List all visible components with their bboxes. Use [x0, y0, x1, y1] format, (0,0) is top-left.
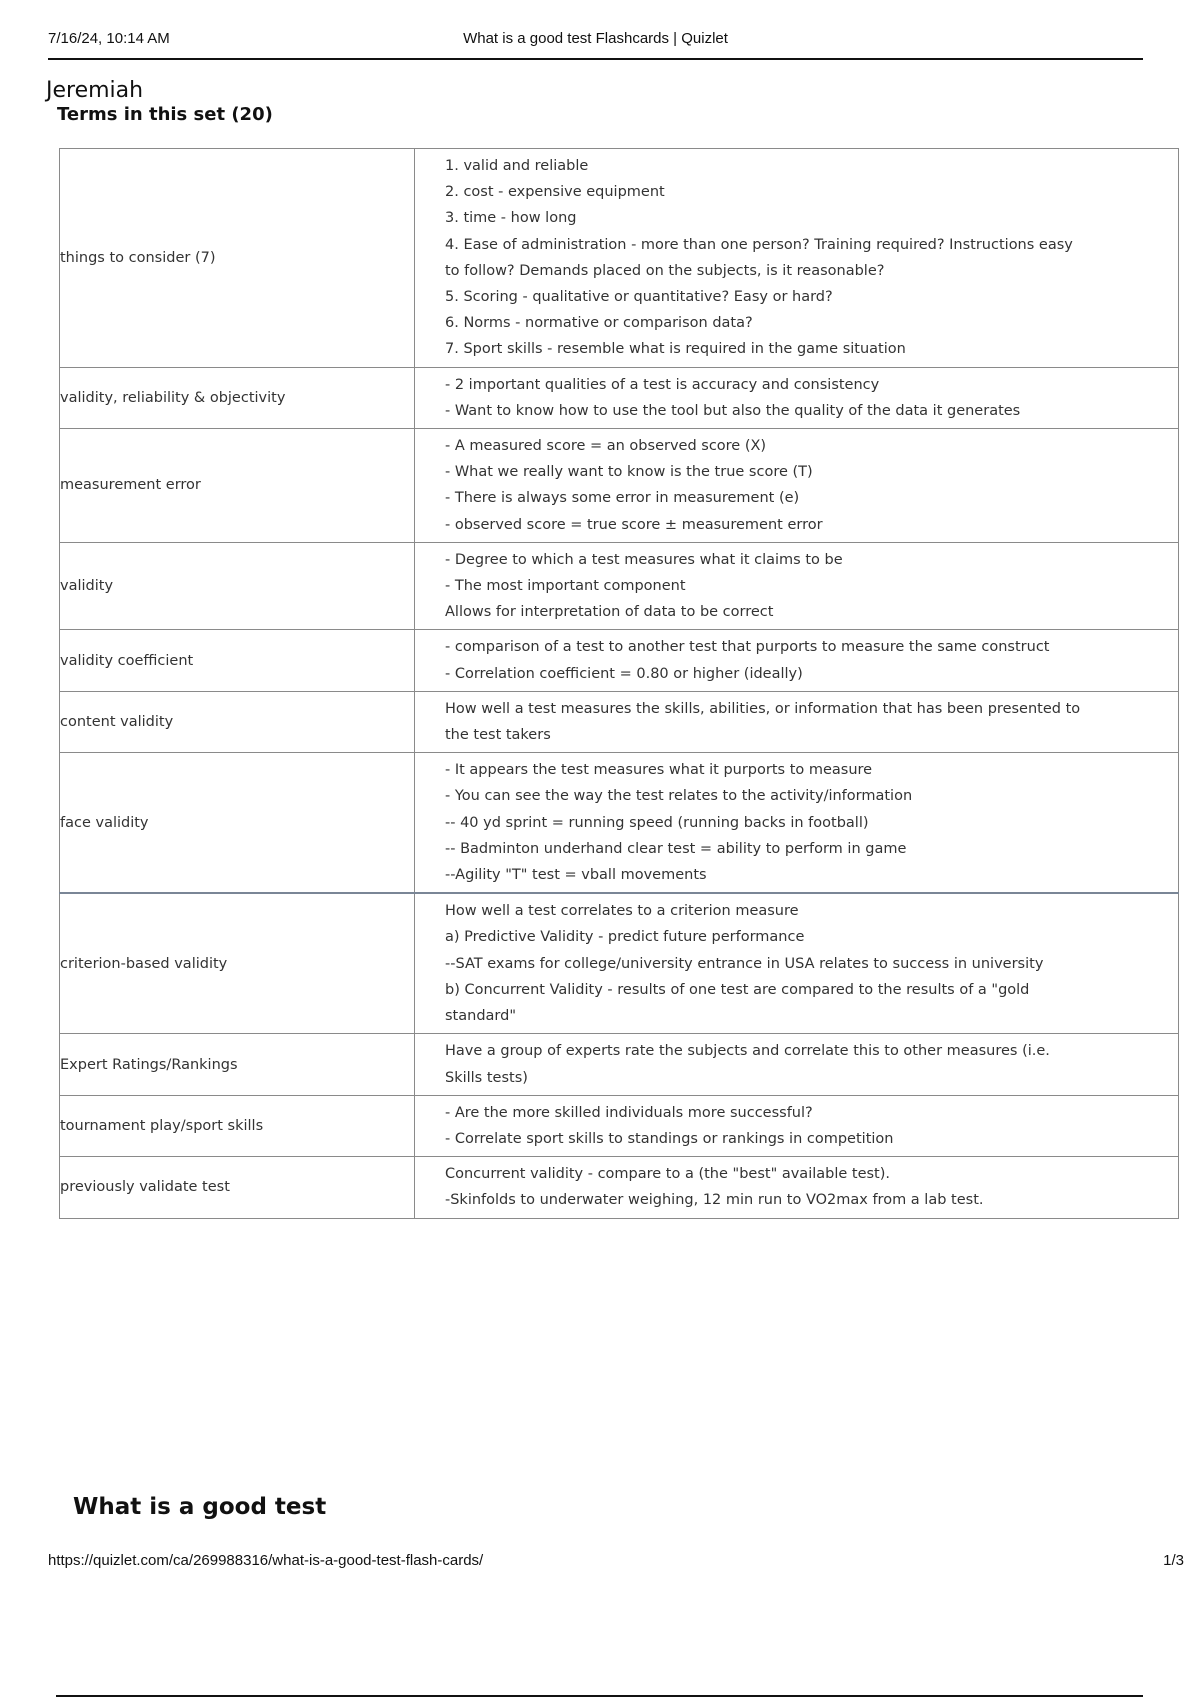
term-row — [60, 542, 1179, 630]
definition-line: - You can see the way the test relates to the activity/information — [445, 788, 913, 805]
term-cell: validity, reliability & objectivity — [60, 367, 415, 428]
term-cell: criterion-based validity — [60, 893, 415, 1034]
term-row — [60, 429, 1179, 543]
definition-line: the test takers — [445, 727, 551, 744]
definition-line: - 2 important qualities of a test is accuracy and consistency — [445, 376, 880, 393]
definition-line: Skills tests) — [445, 1069, 528, 1086]
definition-line: to follow? Demands placed on the subjects, is it reasonable? — [445, 262, 885, 279]
definition-line: - What we really want to know is the true score (T) — [445, 464, 813, 481]
page-url: https://quizlet.com/ca/269988316/what-is-a-good-test-flash-cards/ — [48, 1552, 484, 1569]
definition-line: - The most important component — [445, 578, 686, 595]
definition-line: -Skinfolds to underwater weighing, 12 min run to VO2max from a lab test. — [445, 1192, 984, 1209]
term-cell: tournament play/sport skills — [60, 1095, 415, 1156]
definition-cell — [415, 753, 1179, 894]
definition-line: - A measured score = an observed score (X) — [445, 438, 767, 455]
set-heading: Terms in this set (20) — [57, 104, 273, 125]
term-row — [60, 1095, 1179, 1156]
term-row — [60, 1034, 1179, 1095]
term-cell: face validity — [60, 753, 415, 894]
term-cell: content validity — [60, 691, 415, 752]
definition-cell — [415, 429, 1179, 543]
term-cell: measurement error — [60, 429, 415, 543]
definition-line: Allows for interpretation of data to be correct — [445, 604, 774, 621]
definition-line: - Are the more skilled individuals more successful? — [445, 1104, 813, 1121]
definition-cell — [415, 630, 1179, 691]
definition-line: standard" — [445, 1008, 516, 1025]
definition-line: -- 40 yd sprint = running speed (running backs in football) — [445, 814, 869, 831]
term-row — [60, 753, 1179, 894]
page-divider — [56, 1695, 1143, 1697]
definition-line: 1. valid and reliable — [445, 158, 589, 174]
definition-line: 6. Norms - normative or comparison data? — [445, 315, 753, 332]
definition-line: - It appears the test measures what it purports to measure — [445, 762, 873, 779]
author-name[interactable]: Jeremiah — [46, 78, 144, 103]
term-row — [60, 367, 1179, 428]
print-header — [48, 28, 1143, 60]
definition-cell — [415, 542, 1179, 630]
definition-cell — [415, 893, 1179, 1034]
definition-line: 3. time - how long — [445, 210, 577, 227]
definition-line: 7. Sport skills - resemble what is required in the game situation — [445, 341, 906, 358]
definition-line: 5. Scoring - qualitative or quantitative? Easy or hard? — [445, 289, 833, 306]
term-cell: previously validate test — [60, 1157, 415, 1218]
definition-cell — [415, 1034, 1179, 1095]
definition-line: - comparison of a test to another test that purports to measure the same construct — [445, 639, 1050, 656]
set-title: What is a good test — [73, 1494, 327, 1520]
print-date: 7/16/24, 10:14 AM — [48, 30, 170, 47]
definition-cell — [415, 149, 1179, 368]
definition-line: - Want to know how to use the tool but also the quality of the data it generates — [445, 402, 1021, 419]
definition-line: a) Predictive Validity - predict future performance — [445, 929, 805, 946]
term-cell: Expert Ratings/Rankings — [60, 1034, 415, 1095]
page-number: 1/3 — [1163, 1552, 1184, 1569]
definition-cell — [415, 1095, 1179, 1156]
definition-cell — [415, 691, 1179, 752]
definition-line: -- Badminton underhand clear test = ability to perform in game — [445, 840, 907, 857]
definition-line: 4. Ease of administration - more than one person? Training required? Instructions easy — [445, 236, 1073, 253]
definition-line: 2. cost - expensive equipment — [445, 184, 665, 201]
definition-cell — [415, 367, 1179, 428]
term-row — [60, 630, 1179, 691]
definition-line: b) Concurrent Validity - results of one test are compared to the results of a "gold — [445, 981, 1030, 998]
term-row — [60, 149, 1179, 368]
definition-line: - observed score = true score ± measurement error — [445, 516, 823, 533]
term-cell: things to consider (7) — [60, 149, 415, 368]
definition-line: How well a test measures the skills, abilities, or information that has been presented to — [445, 700, 1081, 717]
term-row — [60, 691, 1179, 752]
term-cell: validity coefficient — [60, 630, 415, 691]
definition-line: - There is always some error in measurement (e) — [445, 490, 800, 507]
definition-line: Concurrent validity - compare to a (the "best" available test). — [445, 1166, 891, 1183]
terms-table-body — [60, 149, 1179, 1219]
term-row — [60, 1157, 1179, 1218]
definition-line: --SAT exams for college/university entrance in USA relates to success in university — [445, 955, 1044, 972]
document-title: What is a good test Flashcards | Quizlet — [463, 30, 728, 47]
definition-line: How well a test correlates to a criterion measure — [445, 903, 799, 920]
term-cell: validity — [60, 542, 415, 630]
definition-cell — [415, 1157, 1179, 1218]
definition-line: - Degree to which a test measures what it claims to be — [445, 551, 843, 568]
term-row — [60, 893, 1179, 1034]
definition-line: - Correlation coefficient = 0.80 or higher (ideally) — [445, 665, 803, 682]
terms-table — [59, 148, 1179, 1219]
definition-line: Have a group of experts rate the subjects and correlate this to other measures (i.e. — [445, 1043, 1050, 1060]
definition-line: --Agility "T" test = vball movements — [445, 867, 707, 884]
definition-line: - Correlate sport skills to standings or rankings in competition — [445, 1130, 894, 1147]
